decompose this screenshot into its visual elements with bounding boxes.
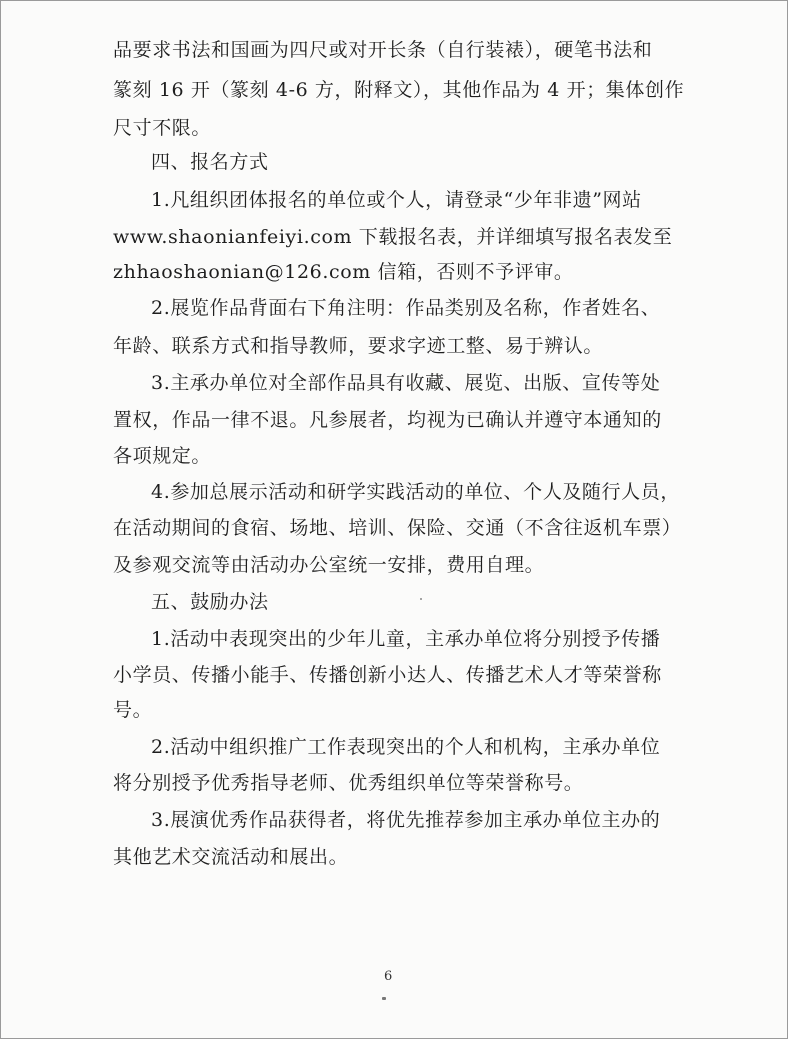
text-line: 3.主承办单位对全部作品具有收藏、展览、出版、宣传等处	[151, 372, 661, 394]
scan-speck	[420, 598, 422, 600]
text-line: 将分别授予优秀指导老师、优秀组织单位等荣誉称号。	[113, 772, 584, 794]
text-line: 1.活动中表现突出的少年儿童，主承办单位将分别授予传播	[151, 628, 661, 650]
text-line: 品要求书法和国画为四尺或对开长条（自行装裱），硬笔书法和	[113, 39, 653, 61]
text-line: 3.展演优秀作品获得者，将优先推荐参加主承办单位主办的	[151, 809, 661, 831]
text-line: 小学员、传播小能手、传播创新小达人、传播艺术人才等荣誉称	[113, 664, 662, 686]
text-line: 2.活动中组织推广工作表现突出的个人和机构，主承办单位	[151, 736, 661, 758]
text-line: 各项规定。	[113, 445, 212, 467]
text-line: 2.展览作品背面右下角注明：作品类别及名称，作者姓名、	[151, 297, 661, 319]
text-line: 尺寸不限。	[113, 117, 212, 139]
section-heading: 五、鼓励办法	[151, 591, 269, 613]
text-line: 及参观交流等由活动办公室统一安排，费用自理。	[113, 554, 545, 576]
page-number: 6	[384, 969, 393, 984]
text-line: 号。	[113, 699, 153, 721]
text-line: www.shaonianfeiyi.com 下载报名表，并详细填写报名表发至	[113, 226, 673, 248]
text-line: 4.参加总展示活动和研学实践活动的单位、个人及随行人员，	[151, 481, 680, 503]
text-line: 其他艺术交流活动和展出。	[113, 846, 349, 868]
text-line: 篆刻 16 开（篆刻 4-6 方，附释文），其他作品为 4 开；集体创作	[113, 79, 685, 101]
text-line: zhhaoshaonian@126.com 信箱，否则不予评审。	[113, 261, 574, 283]
text-line: 1.凡组织团体报名的单位或个人，请登录“少年非遗”网站	[151, 189, 642, 211]
text-line: 在活动期间的食宿、场地、培训、保险、交通（不含往返机车票）	[113, 517, 682, 539]
scan-mark	[382, 997, 386, 1000]
section-heading: 四、报名方式	[151, 151, 269, 173]
text-line: 置权，作品一律不退。凡参展者，均视为已确认并遵守本通知的	[113, 409, 662, 431]
text-line: 年龄、联系方式和指导教师，要求字迹工整、易于辨认。	[113, 335, 604, 357]
